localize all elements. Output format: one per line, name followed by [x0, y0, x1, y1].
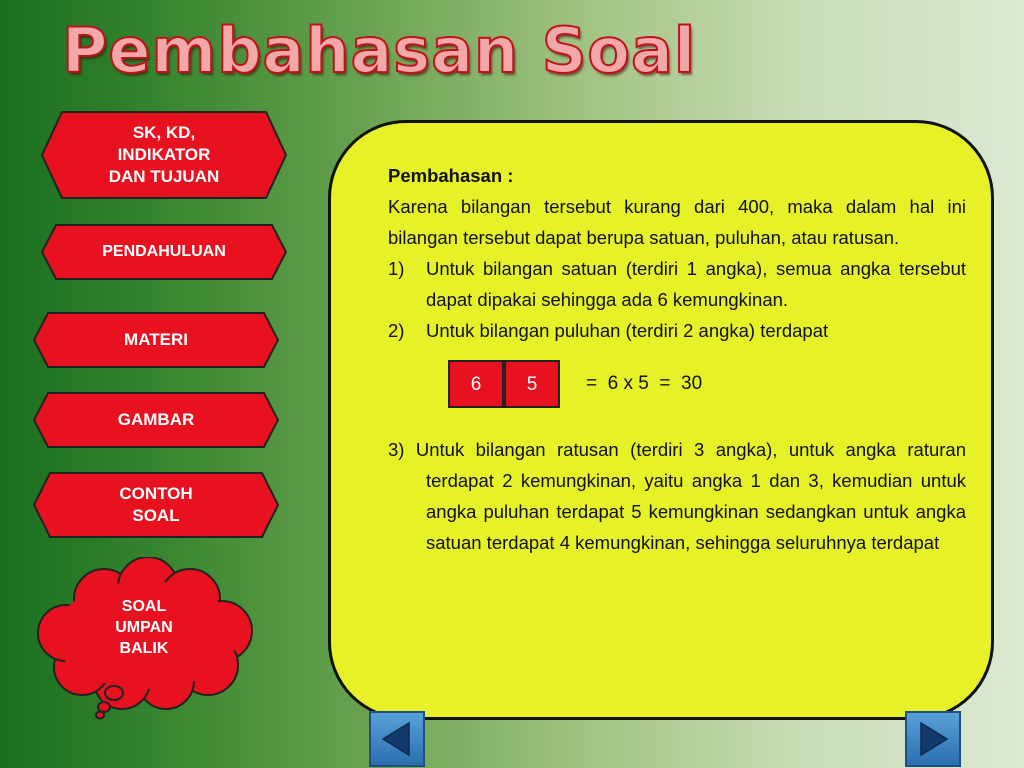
list-item-text: Untuk bilangan puluhan (terdiri 2 angka) terdapat [426, 320, 829, 341]
nav-soal-umpan-balik-button[interactable] [22, 557, 270, 722]
digit-box: 5 [504, 360, 560, 408]
content-text [388, 160, 966, 558]
nav-materi-label: MATERI [124, 329, 188, 349]
content-heading: Pembahasan : [388, 165, 514, 186]
list-item [388, 253, 966, 315]
list-item-text: Untuk bilangan satuan (terdiri 1 angka), semua angka tersebut dapat dipakai sehingga ada 6 kemungkinan. [426, 258, 966, 310]
nav-sk-kd-button[interactable] [40, 110, 288, 200]
digit-box: 6 [448, 360, 504, 408]
nav-pendahuluan-button[interactable] [40, 223, 288, 281]
list-item [388, 315, 966, 346]
list-item-number: 2) [388, 320, 405, 341]
nav-gambar-label: GAMBAR [117, 409, 195, 429]
nav-contoh-soal-label: CONTOH SOAL [119, 483, 193, 525]
nav-sk-kd-label: SK, KD, INDIKATOR DAN TUJUAN [108, 122, 220, 187]
list-item: 3) Untuk bilangan ratusan (terdiri 3 angka), untuk angka raturan terdapat 2 kemungkinan, yaitu angka 1 dan 3, kemudian untuk angka puluhan terdapat 5 kemungkinan sedangkan untuk angka satuan terdapat 4 kemungkinan, sehingga seluruhnya terdapat [388, 439, 966, 553]
calculation-row [388, 360, 966, 420]
list-item-number: 1) [388, 258, 405, 279]
nav-gambar-button[interactable] [32, 391, 280, 449]
nav-pendahuluan-label: PENDAHULUAN [102, 242, 226, 260]
content-intro: Karena bilangan tersebut kurang dari 400, maka dalam hal ini bilangan tersebut dapat berupa satuan, puluhan, atau ratusan. [388, 196, 966, 248]
nav-contoh-soal-button[interactable] [32, 471, 280, 539]
right-triangle-icon [911, 717, 955, 761]
page-title: Pembahasan Soal [62, 14, 697, 87]
left-triangle-icon [375, 717, 419, 761]
nav-soal-umpan-balik-label: SOAL UMPAN BALIK [115, 598, 173, 657]
next-button[interactable] [905, 711, 961, 767]
prev-button[interactable] [369, 711, 425, 767]
equation-text: = 6 x 5 = 30 [586, 373, 703, 394]
nav-materi-button[interactable] [32, 311, 280, 369]
